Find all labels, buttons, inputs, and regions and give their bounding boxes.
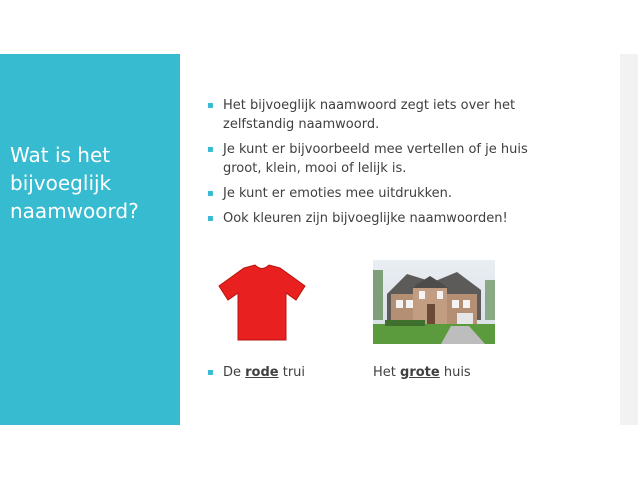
slide-title — [10, 141, 175, 225]
big-house-image — [373, 260, 495, 344]
caption-adjective: grote — [400, 365, 440, 380]
caption-post: trui — [278, 365, 306, 380]
bullet-text: Je kunt er emoties mee uitdrukken. — [223, 186, 453, 201]
caption-pre: De — [223, 365, 246, 380]
bullet-dot-icon: ▪ — [207, 188, 214, 199]
title-panel — [0, 54, 180, 425]
bullet-item — [207, 209, 567, 228]
bullet-item — [207, 140, 567, 178]
title-line-2: bijvoeglijk — [10, 171, 112, 195]
caption-post: huis — [439, 365, 471, 380]
caption-big-house — [373, 363, 471, 382]
caption-red-shirt — [207, 363, 305, 382]
bullet-list — [207, 96, 567, 234]
title-line-3: naamwoord? — [10, 199, 139, 223]
title-line-1: Wat is het — [10, 143, 111, 167]
bullet-dot-icon: ▪ — [207, 144, 214, 155]
bullet-item — [207, 184, 567, 203]
caption-adjective: rode — [245, 365, 279, 380]
red-shirt-image — [216, 262, 308, 342]
bullet-text: Het bijvoeglijk naamwoord zegt iets over het zelfstandig naamwoord. — [223, 98, 516, 132]
slide-edge — [620, 54, 638, 425]
bullet-text: Je kunt er bijvoorbeeld mee vertellen of je huis groot, klein, mooi of lelijk is. — [223, 142, 528, 176]
bullet-dot-icon: ▪ — [207, 213, 214, 224]
caption-pre: Het — [373, 365, 401, 380]
bullet-dot-icon: ▪ — [207, 367, 214, 378]
bullet-text: Ook kleuren zijn bijvoeglijke naamwoorden! — [223, 211, 508, 226]
bullet-item — [207, 96, 567, 134]
bullet-dot-icon: ▪ — [207, 100, 214, 111]
